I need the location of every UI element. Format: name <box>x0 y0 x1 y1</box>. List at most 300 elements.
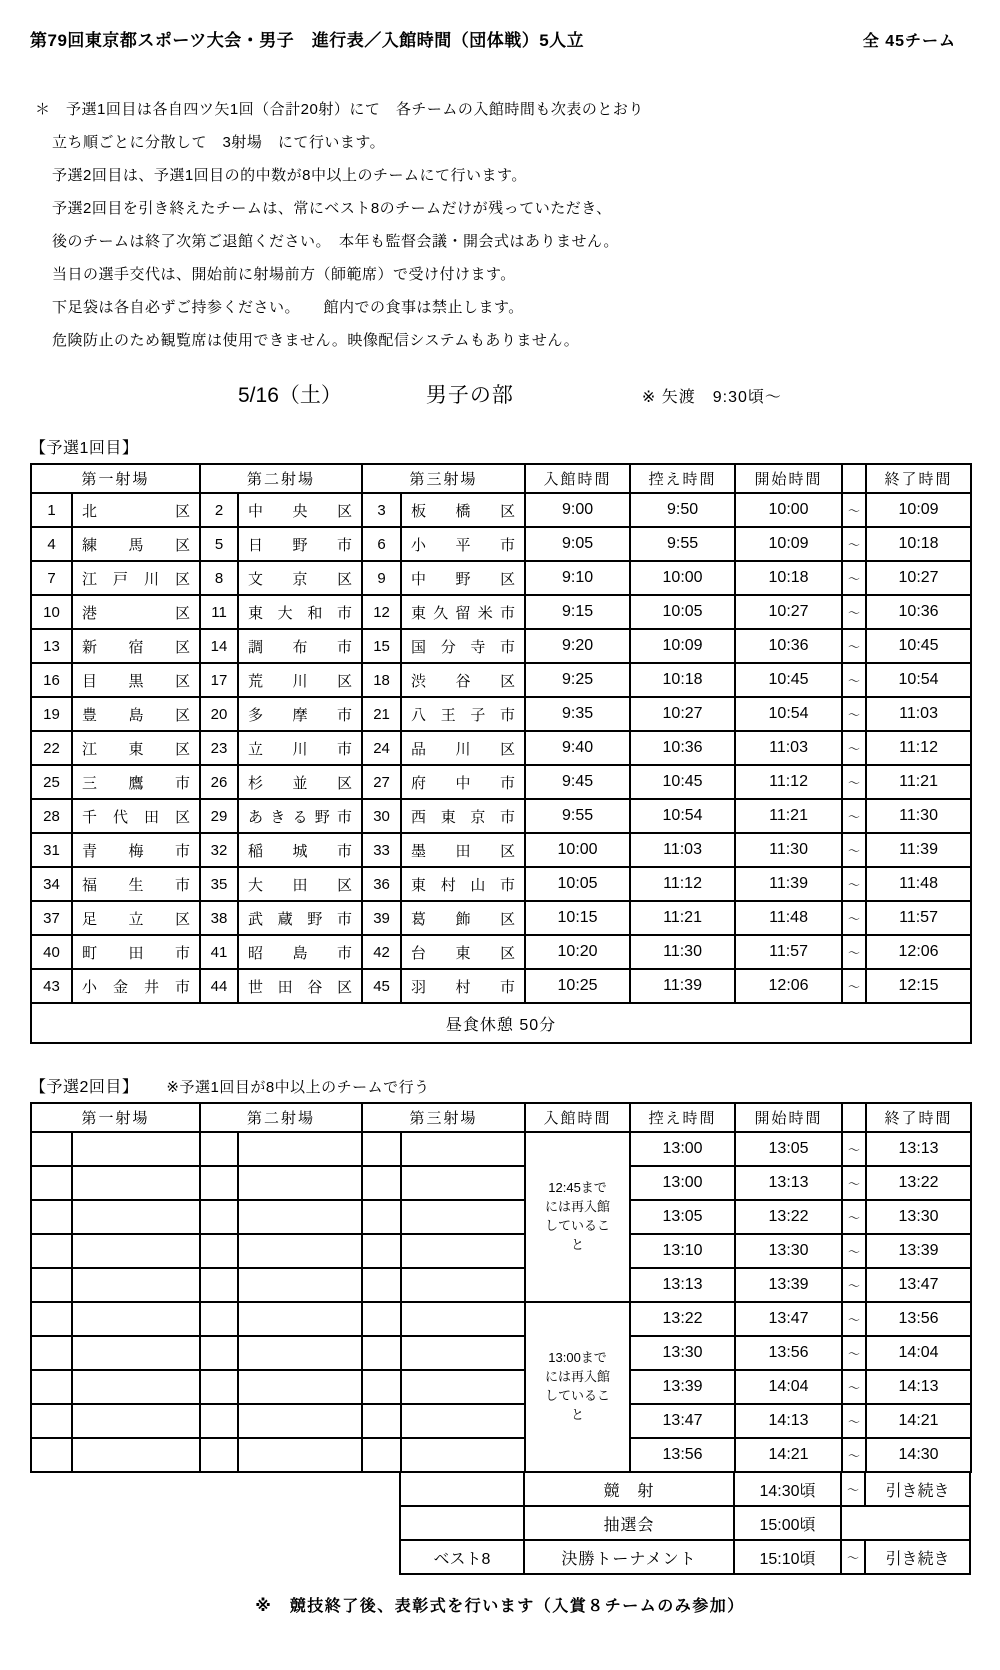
empty-range-cell <box>200 1200 238 1234</box>
closing-label-cell: ベスト8 <box>400 1540 524 1574</box>
start-time-cell: 13:22 <box>735 1200 842 1234</box>
start-time-cell: 14:21 <box>735 1438 842 1472</box>
round2-table <box>30 1102 972 1473</box>
col-header-range1: 第一射場 <box>31 464 200 493</box>
entry-time-cell: 9:15 <box>525 595 630 629</box>
end-time-cell: 11:12 <box>866 731 971 765</box>
start-time-cell: 13:05 <box>735 1132 842 1166</box>
team-number-cell: 25 <box>31 765 72 799</box>
end-time-cell: 10:45 <box>866 629 971 663</box>
empty-range-cell <box>401 1234 525 1268</box>
end-time-cell: 10:18 <box>866 527 971 561</box>
tilde-cell: ～ <box>842 969 866 1003</box>
start-time-cell: 11:21 <box>735 799 842 833</box>
start-time-cell: 11:03 <box>735 731 842 765</box>
round1-row <box>31 935 971 969</box>
end-time-cell: 10:36 <box>866 595 971 629</box>
empty-range-cell <box>401 1132 525 1166</box>
end-time-cell: 11:39 <box>866 833 971 867</box>
empty-range-cell <box>72 1200 200 1234</box>
end-time-cell: 10:27 <box>866 561 971 595</box>
empty-range-cell <box>31 1302 72 1336</box>
event-name-cell: 抽選会 <box>524 1506 734 1540</box>
empty-range-cell <box>72 1166 200 1200</box>
wait-time-cell: 10:09 <box>630 629 735 663</box>
session-division: 男子の部 <box>425 384 514 407</box>
empty-range-cell <box>238 1370 362 1404</box>
empty-range-cell <box>72 1370 200 1404</box>
entry-time-cell: 10:05 <box>525 867 630 901</box>
wait-time-cell: 11:39 <box>630 969 735 1003</box>
empty-range-cell <box>238 1234 362 1268</box>
wait-time-cell: 13:47 <box>630 1404 735 1438</box>
wait-time-cell: 9:50 <box>630 493 735 527</box>
round2-row <box>31 1234 971 1268</box>
team-number-cell: 12 <box>362 595 401 629</box>
empty-range-cell <box>200 1268 238 1302</box>
round1-row <box>31 493 971 527</box>
tilde-cell: ～ <box>842 1404 866 1438</box>
team-name-cell: 足立区 <box>72 901 200 935</box>
team-number-cell: 35 <box>200 867 238 901</box>
round2-row <box>31 1336 971 1370</box>
note-line: ＊ 予選1回目は各自四ツ矢1回（合計20射）にて 各チームの入館時間も次表のとおり <box>35 101 644 118</box>
end-time-cell: 12:06 <box>866 935 971 969</box>
closing-row-final <box>400 1540 970 1574</box>
reentry-note-cell: 12:45までには再入館していること <box>525 1132 630 1302</box>
round2-heading-note: ※予選1回目が8中以上のチームで行う <box>166 1079 430 1096</box>
wait-time-cell: 13:00 <box>630 1166 735 1200</box>
team-name-cell: 多摩市 <box>238 697 362 731</box>
team-number-cell: 20 <box>200 697 238 731</box>
empty-range-cell <box>362 1336 401 1370</box>
team-number-cell: 38 <box>200 901 238 935</box>
team-number-cell: 31 <box>31 833 72 867</box>
closing-label-cell <box>400 1472 524 1506</box>
round1-row <box>31 867 971 901</box>
empty-range-cell <box>401 1200 525 1234</box>
empty-range-cell <box>362 1438 401 1472</box>
end-time-cell: 14:13 <box>866 1370 971 1404</box>
tilde-cell: ～ <box>842 867 866 901</box>
tilde-cell: ～ <box>842 935 866 969</box>
note-line: 立ち順ごとに分散して 3射場 にて行います。 <box>52 134 386 151</box>
team-number-cell: 17 <box>200 663 238 697</box>
col-header-tilde <box>842 464 866 493</box>
end-time-cell: 12:15 <box>866 969 971 1003</box>
col-header-start: 開始時間 <box>735 1103 842 1132</box>
wait-time-cell: 11:21 <box>630 901 735 935</box>
entry-time-cell: 9:10 <box>525 561 630 595</box>
empty-range-cell <box>401 1166 525 1200</box>
team-name-cell: 福生市 <box>72 867 200 901</box>
round1-row <box>31 527 971 561</box>
team-name-cell: 板橋区 <box>401 493 525 527</box>
end-time-cell: 10:54 <box>866 663 971 697</box>
end-time-cell: 11:30 <box>866 799 971 833</box>
end-time-cell: 13:39 <box>866 1234 971 1268</box>
round1-header-row <box>31 464 971 493</box>
start-time-cell: 13:47 <box>735 1302 842 1336</box>
start-time-cell: 10:36 <box>735 629 842 663</box>
team-name-cell: 羽村市 <box>401 969 525 1003</box>
notes-block <box>35 93 970 357</box>
empty-range-cell <box>72 1404 200 1438</box>
tilde-cell: ～ <box>842 527 866 561</box>
team-name-cell: 目黒区 <box>72 663 200 697</box>
team-name-cell: 三鷹市 <box>72 765 200 799</box>
empty-range-cell <box>31 1200 72 1234</box>
yawatashi-note: ※ 矢渡 9:30頃～ <box>641 389 782 406</box>
empty-range-cell <box>200 1302 238 1336</box>
empty-range-cell <box>362 1234 401 1268</box>
tilde-cell: ～ <box>842 1200 866 1234</box>
wait-time-cell: 10:27 <box>630 697 735 731</box>
note-line: 予選2回目を引き終えたチームは、常にベスト8のチームだけが残っていただき、 <box>52 200 612 217</box>
col-header-range1: 第一射場 <box>31 1103 200 1132</box>
empty-range-cell <box>238 1132 362 1166</box>
closing-schedule-table <box>399 1471 971 1575</box>
event-name-cell: 競 射 <box>524 1472 734 1506</box>
entry-time-cell: 9:05 <box>525 527 630 561</box>
end-time-cell: 13:56 <box>866 1302 971 1336</box>
closing-label-cell <box>400 1506 524 1540</box>
note-line: 後のチームは終了次第ご退館ください。 本年も監督会議・開会式はありません。 <box>52 233 619 250</box>
col-header-range2: 第二射場 <box>200 1103 362 1132</box>
empty-range-cell <box>401 1404 525 1438</box>
entry-time-cell: 9:35 <box>525 697 630 731</box>
team-name-cell: 八王子市 <box>401 697 525 731</box>
empty-range-cell <box>362 1132 401 1166</box>
tilde-cell: ～ <box>842 1166 866 1200</box>
entry-time-cell: 9:00 <box>525 493 630 527</box>
col-header-start: 開始時間 <box>735 464 842 493</box>
empty-range-cell <box>200 1166 238 1200</box>
wait-time-cell: 13:13 <box>630 1268 735 1302</box>
team-name-cell: 墨田区 <box>401 833 525 867</box>
team-number-cell: 26 <box>200 765 238 799</box>
entry-time-cell: 9:20 <box>525 629 630 663</box>
tilde-cell: ～ <box>842 1234 866 1268</box>
round2-row <box>31 1166 971 1200</box>
empty-range-cell <box>238 1268 362 1302</box>
empty-range-cell <box>362 1268 401 1302</box>
round1-heading-row <box>30 435 970 458</box>
tilde-cell: ～ <box>841 1472 865 1506</box>
round1-row <box>31 697 971 731</box>
wait-time-cell: 11:03 <box>630 833 735 867</box>
round2-row <box>31 1132 971 1166</box>
wait-time-cell: 13:05 <box>630 1200 735 1234</box>
team-number-cell: 22 <box>31 731 72 765</box>
team-number-cell: 29 <box>200 799 238 833</box>
empty-range-cell <box>72 1234 200 1268</box>
empty-range-cell <box>362 1200 401 1234</box>
team-number-cell: 4 <box>31 527 72 561</box>
empty-range-cell <box>200 1336 238 1370</box>
empty-range-cell <box>31 1404 72 1438</box>
tilde-cell: ～ <box>842 765 866 799</box>
team-name-cell: 青梅市 <box>72 833 200 867</box>
round2-heading: 【予選2回目】 <box>30 1079 139 1096</box>
round1-row <box>31 833 971 867</box>
team-name-cell: 東大和市 <box>238 595 362 629</box>
note-line: 予選2回目は、予選1回目の的中数が8中以上のチームにて行います。 <box>52 167 527 184</box>
session-heading <box>30 379 970 409</box>
empty-range-cell <box>200 1438 238 1472</box>
start-time-cell: 11:30 <box>735 833 842 867</box>
tilde-cell: ～ <box>842 595 866 629</box>
end-time-cell: 14:30 <box>866 1438 971 1472</box>
col-header-tilde <box>842 1103 866 1132</box>
tilde-cell: ～ <box>842 697 866 731</box>
wait-time-cell: 10:05 <box>630 595 735 629</box>
empty-range-cell <box>200 1404 238 1438</box>
entry-time-cell: 9:40 <box>525 731 630 765</box>
team-number-cell: 21 <box>362 697 401 731</box>
wait-time-cell: 11:12 <box>630 867 735 901</box>
start-time-cell: 10:09 <box>735 527 842 561</box>
team-number-cell: 14 <box>200 629 238 663</box>
team-name-cell: 葛飾区 <box>401 901 525 935</box>
team-name-cell: 品川区 <box>401 731 525 765</box>
team-name-cell: 調布市 <box>238 629 362 663</box>
lunch-row <box>31 1003 971 1043</box>
team-number-cell: 40 <box>31 935 72 969</box>
footer-note: ※ 競技終了後、表彰式を行います（入賞８チームのみ参加） <box>255 1598 745 1615</box>
tilde-cell: ～ <box>842 561 866 595</box>
team-name-cell: 杉並区 <box>238 765 362 799</box>
team-name-cell: 練馬区 <box>72 527 200 561</box>
round1-heading: 【予選1回目】 <box>30 440 139 457</box>
empty-range-cell <box>72 1336 200 1370</box>
event-time-cell: 15:10頃 <box>734 1540 841 1574</box>
empty-range-cell <box>31 1438 72 1472</box>
team-number-cell: 7 <box>31 561 72 595</box>
empty-range-cell <box>362 1370 401 1404</box>
empty-range-cell <box>31 1336 72 1370</box>
note-line: 危険防止のため観覧席は使用できません。映像配信システムもありません。 <box>52 332 580 349</box>
event-end-cell: 引き続き <box>865 1540 970 1574</box>
start-time-cell: 10:18 <box>735 561 842 595</box>
team-number-cell: 13 <box>31 629 72 663</box>
round1-row <box>31 561 971 595</box>
event-time-cell: 14:30頃 <box>734 1472 841 1506</box>
team-number-cell: 37 <box>31 901 72 935</box>
team-name-cell: 小金井市 <box>72 969 200 1003</box>
team-name-cell: 中野区 <box>401 561 525 595</box>
wait-time-cell: 13:10 <box>630 1234 735 1268</box>
note-line: 当日の選手交代は、開始前に射場前方（師範席）で受け付けます。 <box>52 266 516 283</box>
empty-range-cell <box>401 1438 525 1472</box>
start-time-cell: 10:54 <box>735 697 842 731</box>
team-name-cell: 稲城市 <box>238 833 362 867</box>
round1-row <box>31 799 971 833</box>
wait-time-cell: 13:56 <box>630 1438 735 1472</box>
start-time-cell: 10:45 <box>735 663 842 697</box>
team-name-cell: 台東区 <box>401 935 525 969</box>
wait-time-cell: 13:39 <box>630 1370 735 1404</box>
tilde-cell: ～ <box>842 1302 866 1336</box>
entry-time-cell: 9:25 <box>525 663 630 697</box>
entry-time-cell: 10:00 <box>525 833 630 867</box>
entry-time-cell: 9:45 <box>525 765 630 799</box>
team-name-cell: 国分寺市 <box>401 629 525 663</box>
wait-time-cell: 9:55 <box>630 527 735 561</box>
round2-row <box>31 1268 971 1302</box>
col-header-range2: 第二射場 <box>200 464 362 493</box>
page-title: 第79回東京都スポーツ大会・男子 進行表／入館時間（団体戦）5人立 <box>30 31 585 50</box>
team-name-cell: 渋谷区 <box>401 663 525 697</box>
round1-table <box>30 463 972 1044</box>
team-name-cell: 府中市 <box>401 765 525 799</box>
empty-range-cell <box>72 1268 200 1302</box>
team-number-cell: 2 <box>200 493 238 527</box>
empty-range-cell <box>72 1302 200 1336</box>
end-time-cell: 11:57 <box>866 901 971 935</box>
team-name-cell: 西東京市 <box>401 799 525 833</box>
team-name-cell: 豊島区 <box>72 697 200 731</box>
empty-range-cell <box>200 1132 238 1166</box>
empty-range-cell <box>31 1166 72 1200</box>
closing-row-shootoff <box>400 1472 970 1506</box>
round1-row <box>31 969 971 1003</box>
team-name-cell: 港区 <box>72 595 200 629</box>
team-number-cell: 9 <box>362 561 401 595</box>
tilde-cell: ～ <box>842 629 866 663</box>
col-header-range3: 第三射場 <box>362 464 525 493</box>
wait-time-cell: 13:30 <box>630 1336 735 1370</box>
empty-range-cell <box>238 1438 362 1472</box>
team-number-cell: 44 <box>200 969 238 1003</box>
lunch-cell: 昼食休憩 50分 <box>31 1003 971 1043</box>
tilde-cell: ～ <box>842 663 866 697</box>
empty-range-cell <box>362 1302 401 1336</box>
team-name-cell: 江戸川区 <box>72 561 200 595</box>
team-name-cell: 東久留米市 <box>401 595 525 629</box>
empty-cell <box>841 1506 970 1540</box>
col-header-entry: 入館時間 <box>525 1103 630 1132</box>
end-time-cell: 11:21 <box>866 765 971 799</box>
team-number-cell: 11 <box>200 595 238 629</box>
tilde-cell: ～ <box>842 1438 866 1472</box>
team-number-cell: 16 <box>31 663 72 697</box>
team-number-cell: 1 <box>31 493 72 527</box>
team-number-cell: 36 <box>362 867 401 901</box>
start-time-cell: 10:27 <box>735 595 842 629</box>
end-time-cell: 13:13 <box>866 1132 971 1166</box>
team-number-cell: 39 <box>362 901 401 935</box>
empty-range-cell <box>238 1336 362 1370</box>
team-name-cell: 荒川区 <box>238 663 362 697</box>
round1-row <box>31 901 971 935</box>
team-number-cell: 6 <box>362 527 401 561</box>
empty-range-cell <box>401 1302 525 1336</box>
entry-time-cell: 9:55 <box>525 799 630 833</box>
empty-range-cell <box>238 1404 362 1438</box>
empty-range-cell <box>238 1302 362 1336</box>
col-header-wait: 控え時間 <box>630 464 735 493</box>
start-time-cell: 11:57 <box>735 935 842 969</box>
round1-row <box>31 629 971 663</box>
empty-range-cell <box>72 1132 200 1166</box>
note-line: 下足袋は各自必ずご持参ください。 館内での食事は禁止します。 <box>52 299 524 316</box>
team-name-cell: 千代田区 <box>72 799 200 833</box>
team-number-cell: 27 <box>362 765 401 799</box>
team-number-cell: 10 <box>31 595 72 629</box>
team-number-cell: 43 <box>31 969 72 1003</box>
event-end-cell: 引き続き <box>865 1472 970 1506</box>
empty-range-cell <box>401 1268 525 1302</box>
round1-tbody <box>31 493 971 1003</box>
team-number-cell: 8 <box>200 561 238 595</box>
tilde-cell: ～ <box>842 901 866 935</box>
col-header-entry: 入館時間 <box>525 464 630 493</box>
col-header-range3: 第三射場 <box>362 1103 525 1132</box>
tilde-cell: ～ <box>841 1540 865 1574</box>
team-number-cell: 28 <box>31 799 72 833</box>
tilde-cell: ～ <box>842 833 866 867</box>
start-time-cell: 10:00 <box>735 493 842 527</box>
round1-row <box>31 663 971 697</box>
empty-range-cell <box>31 1268 72 1302</box>
round2-row <box>31 1302 971 1336</box>
tilde-cell: ～ <box>842 1268 866 1302</box>
team-number-cell: 34 <box>31 867 72 901</box>
event-time-cell: 15:00頃 <box>734 1506 841 1540</box>
tilde-cell: ～ <box>842 1336 866 1370</box>
team-number-cell: 15 <box>362 629 401 663</box>
entry-time-cell: 10:20 <box>525 935 630 969</box>
team-name-cell: 小平市 <box>401 527 525 561</box>
empty-range-cell <box>401 1370 525 1404</box>
end-time-cell: 13:22 <box>866 1166 971 1200</box>
wait-time-cell: 13:00 <box>630 1132 735 1166</box>
team-number-cell: 18 <box>362 663 401 697</box>
entry-time-cell: 10:25 <box>525 969 630 1003</box>
end-time-cell: 13:47 <box>866 1268 971 1302</box>
round2-row <box>31 1438 971 1472</box>
start-time-cell: 11:48 <box>735 901 842 935</box>
round2-row <box>31 1404 971 1438</box>
end-time-cell: 13:30 <box>866 1200 971 1234</box>
wait-time-cell: 13:22 <box>630 1302 735 1336</box>
empty-range-cell <box>31 1132 72 1166</box>
team-number-cell: 3 <box>362 493 401 527</box>
end-time-cell: 11:48 <box>866 867 971 901</box>
round1-row <box>31 731 971 765</box>
wait-time-cell: 10:00 <box>630 561 735 595</box>
team-number-cell: 19 <box>31 697 72 731</box>
empty-range-cell <box>200 1234 238 1268</box>
tilde-cell: ～ <box>842 799 866 833</box>
col-header-end: 終了時間 <box>866 1103 971 1132</box>
team-name-cell: 東村山市 <box>401 867 525 901</box>
start-time-cell: 13:13 <box>735 1166 842 1200</box>
team-number-cell: 45 <box>362 969 401 1003</box>
empty-range-cell <box>31 1370 72 1404</box>
team-number-cell: 33 <box>362 833 401 867</box>
empty-range-cell <box>200 1370 238 1404</box>
wait-time-cell: 10:18 <box>630 663 735 697</box>
col-header-wait: 控え時間 <box>630 1103 735 1132</box>
team-number-cell: 42 <box>362 935 401 969</box>
end-time-cell: 10:09 <box>866 493 971 527</box>
end-time-cell: 14:21 <box>866 1404 971 1438</box>
event-name-cell: 決勝トーナメント <box>524 1540 734 1574</box>
team-name-cell: 町田市 <box>72 935 200 969</box>
title-row <box>30 26 970 51</box>
